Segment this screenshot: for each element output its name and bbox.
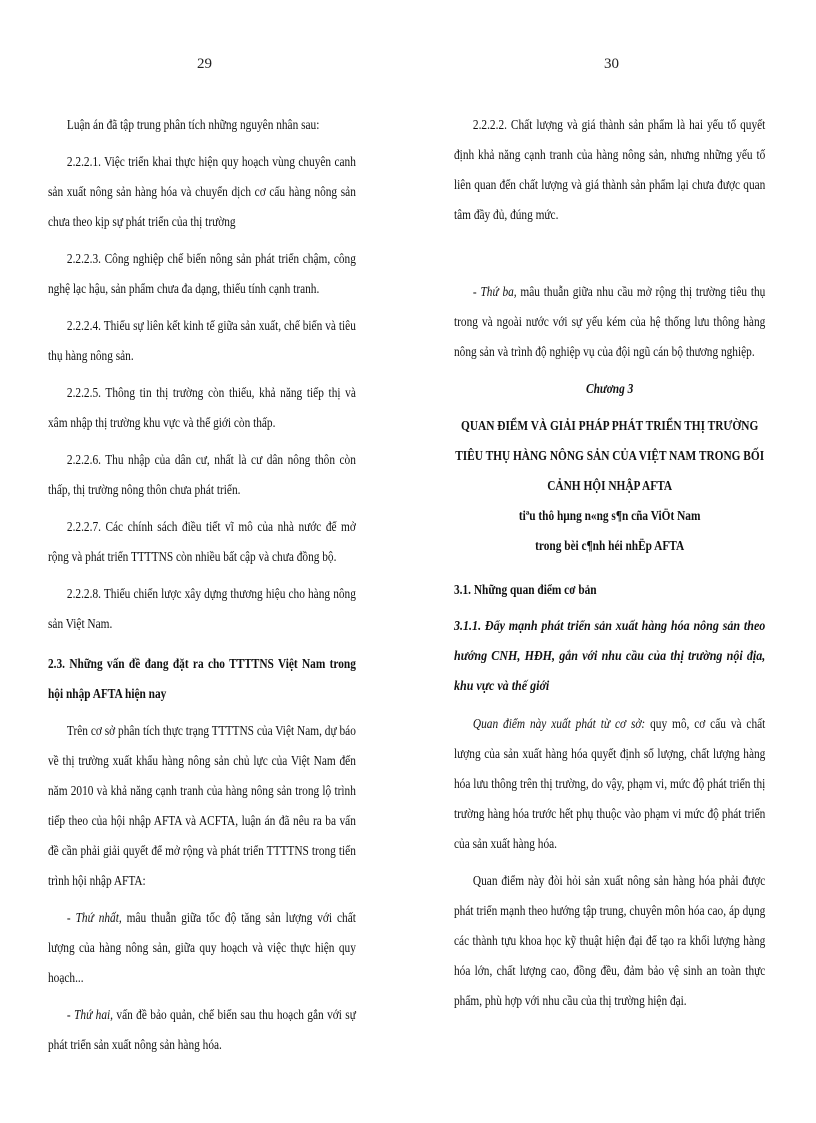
spacer [454,237,765,277]
page-number-left: 29 [197,56,212,72]
third-text: mâu thuẫn giữa nhu cầu mở rộng thị trường tiêu thụ trong và ngoài nước với sự yếu kém của hệ thống lưu thông hàng nông sản và trình độ nghiệp vụ của đội ngũ cán bộ thương nghiệp. [454,284,766,359]
item-2223: 2.2.2.3. Công nghiệp chế biến nông sản phát triển chậm, công nghệ lạc hậu, sản phẩm chưa đa dạng, thiếu tính cạnh tranh. [48,251,356,296]
second-label: - Thứ hai, [66,1007,113,1022]
chapter-label: Chương 3 [586,381,634,396]
item-2225: 2.2.2.5. Thông tin thị trường còn thiếu, khả năng tiếp thị và xâm nhập thị trường khu vực và thế giới còn thấp. [48,385,356,430]
first-label: - Thứ nhất, [66,910,122,925]
garbled-title-line-1: tiªu thô hµng n«ng s¶n cña ViÖt Nam [518,508,701,523]
left-page-column [48,110,356,1067]
first-issue [48,903,356,993]
chapter-title-line-3: CẢNH HỘI NHẬP AFTA [547,478,673,493]
third-issue [454,277,765,367]
garbled-title-line-2: trong bèi c¶nh héi nhËp AFTA [535,538,685,553]
chapter-title-line-2: TIÊU THỤ HÀNG NÔNG SẢN CỦA VIỆT NAM TRONG BỐI [455,448,765,463]
item-2227: 2.2.2.7. Các chính sách điều tiết vĩ mô của nhà nước để mở rộng và phát triển TTTTNS còn nhiều bất cập và chưa đồng bộ. [48,519,356,564]
item-2228: 2.2.2.8. Thiếu chiến lược xây dựng thương hiệu cho hàng nông sản Việt Nam. [48,586,356,631]
second-text: vấn đề bảo quản, chế biến sau thu hoạch gắn với sự phát triển sản xuất nông sản hàng hóa. [48,1007,356,1052]
page-number-right: 30 [604,56,619,72]
intro-paragraph: Luận án đã tập trung phân tích những nguyên nhân sau: [66,117,320,132]
viewpoint-paragraph-1 [454,709,765,859]
item-2226: 2.2.2.6. Thu nhập của dân cư, nhất là cư dân nông thôn còn thấp, thị trường nông thôn chưa phát triển. [48,452,356,497]
section-heading-3-1: 3.1. Những quan điểm cơ bản [454,582,597,597]
item-2222: 2.2.2.2. Chất lượng và giá thành sản phẩm là hai yếu tố quyết định khả năng cạnh tranh của hàng nông sản, nhưng những yếu tố liên quan đến chất lượng và giá thành sản phẩm lại chưa được quan tâm đầy đủ, đúng mức. [454,117,766,222]
item-2221: 2.2.2.1. Việc triển khai thực hiện quy hoạch vùng chuyên canh sản xuất nông sản hàng hóa và chuyển dịch cơ cấu hàng nông sản chưa theo kịp sự phát triển của thị trường [48,154,356,229]
viewpoint-paragraph-2: Quan điểm này đòi hỏi sản xuất nông sản hàng hóa phải được phát triển mạnh theo hướng tập trung, chuyên môn hóa cao, áp dụng các thành tựu khoa học kỹ thuật hiện đại để tạo ra khối lượng hàng hóa lớn, chất lượng cao, đồng đều, đảm bảo vệ sinh an toàn thực phẩm, phù hợp với nhu cầu của thị trường hiện đại. [454,873,766,1008]
chapter-title-line-1: QUAN ĐIỂM VÀ GIẢI PHÁP PHÁT TRIỂN THỊ TRƯỜNG [461,418,759,433]
section-body: Trên cơ sở phân tích thực trạng TTTTNS của Việt Nam, dự báo về thị trường xuất khẩu hàng nông sản chủ lực của Việt Nam đến năm 2010 và khả năng cạnh tranh của hàng nông sản trong lộ trình tiếp theo của hội nhập AFTA và ACFTA, luận án đã nêu ra ba vấn đề cần phải giải quyết để mở rộng và phát triển TTTTNS trong tiến trình hội nhập AFTA: [48,723,356,888]
item-2224: 2.2.2.4. Thiếu sự liên kết kinh tế giữa sản xuất, chế biến và tiêu thụ hàng nông sản. [48,318,356,363]
viewpoint-text: quy mô, cơ cấu và chất lượng của sản xuất hàng hóa quyết định số lượng, chất lượng hàng hóa lưu thông trên thị trường, do vậy, phạm vi, mức độ phát triển thị trường hàng hóa trước hết phụ thuộc vào phạm vi mức độ phát triển của sản xuất hàng hóa. [454,716,766,851]
first-text: mâu thuẫn giữa tốc độ tăng sản lượng với chất lượng của hàng nông sản, giữa quy hoạch và việc thực hiện quy hoạch... [48,910,356,985]
section-heading-3-1-1: 3.1.1. Đẩy mạnh phát triển sản xuất hàng hóa nông sản theo hướng CNH, HĐH, gắn với nhu cầu của thị trường nội địa, khu vực và thế giới [454,619,766,694]
third-label: - Thứ ba, [472,284,517,299]
section-heading-2-3: 2.3. Những vấn đề đang đặt ra cho TTTTNS Việt Nam trong hội nhập AFTA hiện nay [48,656,356,701]
viewpoint-label: Quan điểm này xuất phát từ cơ sở: [472,716,646,731]
right-page-column [454,110,765,1023]
second-issue [48,1000,356,1060]
